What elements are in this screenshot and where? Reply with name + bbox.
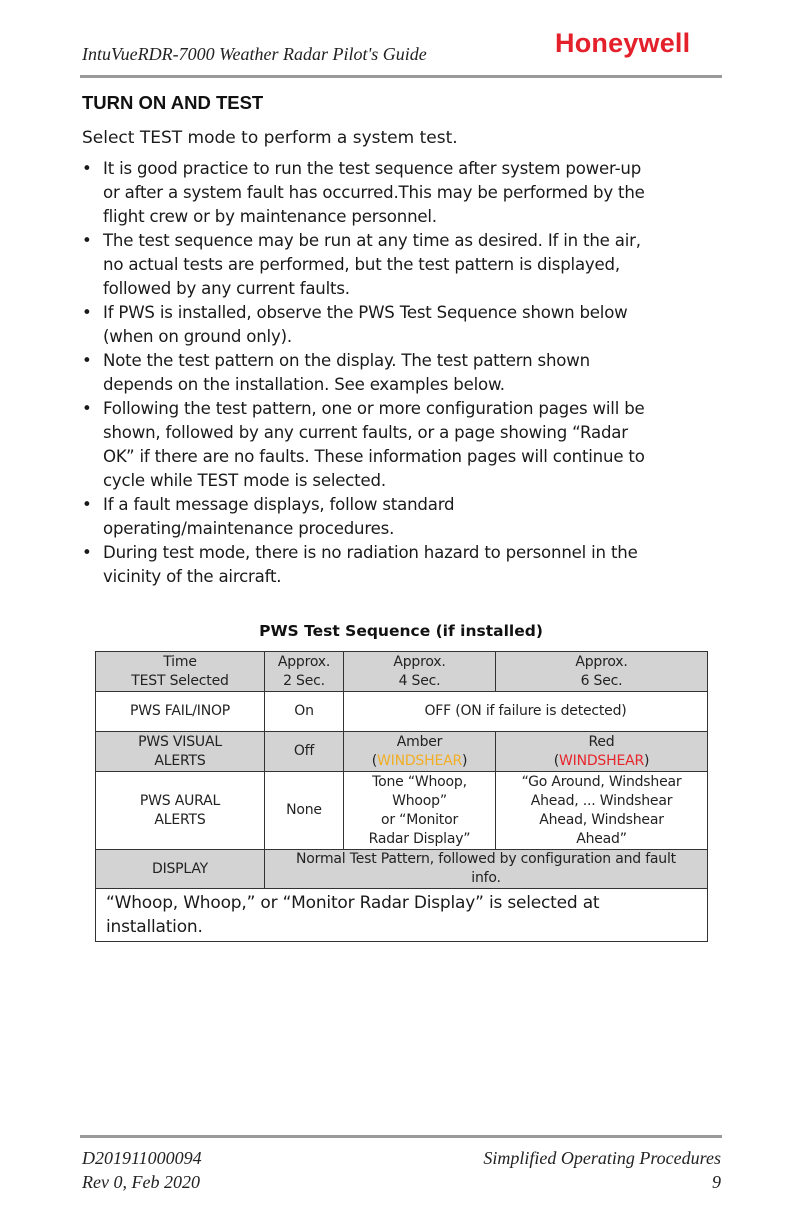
row-label: DISPLAY	[96, 850, 265, 889]
table-row-fail-inop	[96, 692, 708, 732]
table-cell: On	[265, 692, 344, 732]
page-number: 9	[712, 1172, 721, 1192]
cell-line: ALERTS	[154, 752, 206, 769]
table-note-row	[96, 889, 708, 942]
table-cell	[344, 772, 496, 850]
cell-line: “Go Around, Windshear	[521, 773, 682, 790]
table-row-aural-alerts	[96, 772, 708, 850]
paren: )	[644, 752, 650, 769]
row-label: PWS FAIL/INOP	[96, 692, 265, 732]
table-cell: OFF (ON if failure is detected)	[344, 692, 708, 732]
bullet-line: vicinity of the aircraft.	[103, 567, 282, 586]
cell-line: TEST Selected	[131, 672, 229, 689]
bullet-line: depends on the installation. See examples below.	[103, 375, 505, 394]
cell-line: or “Monitor	[380, 811, 459, 828]
bullet-line: cycle while TEST mode is selected.	[103, 471, 386, 490]
cell-line: Ahead, Windshear	[539, 811, 664, 828]
doc-number: D201911000094	[82, 1148, 202, 1168]
cell-line: 4 Sec.	[398, 672, 441, 689]
intro-paragraph: Select TEST mode to perform a system test.	[82, 128, 458, 148]
table-cell	[496, 772, 708, 850]
cell-line: Radar Display”	[368, 830, 471, 847]
table-caption: PWS Test Sequence (if installed)	[259, 622, 543, 640]
cell-line: ALERTS	[154, 811, 206, 828]
footer-left	[82, 1146, 202, 1194]
cell-line: Time	[163, 653, 197, 670]
footer-right	[483, 1146, 721, 1194]
bullet-line: shown, followed by any current faults, or a page showing “Radar	[103, 423, 628, 442]
note-line: installation.	[106, 917, 203, 937]
bullet-line: During test mode, there is no radiation hazard to personnel in the	[103, 543, 638, 562]
bullet-line: followed by any current faults.	[103, 279, 350, 298]
cell-line: Whoop”	[392, 792, 447, 809]
bullet-icon: •	[82, 303, 92, 322]
bullet-list	[80, 157, 722, 589]
cell-line: Red	[588, 733, 615, 750]
bullet-line: It is good practice to run the test sequence after system power-up	[103, 159, 642, 178]
table-cell	[496, 732, 708, 772]
header-rule	[80, 75, 722, 78]
bullet-line: If PWS is installed, observe the PWS Test Sequence shown below	[103, 303, 628, 322]
table-row-visual-alerts	[96, 732, 708, 772]
bullet-item	[80, 229, 722, 301]
honeywell-logo: Honeywell	[555, 28, 691, 58]
bullet-line: no actual tests are performed, but the test pattern is displayed,	[103, 255, 620, 274]
section-heading: TURN ON AND TEST	[82, 92, 264, 113]
bullet-line: or after a system fault has occurred.This may be performed by the	[103, 183, 645, 202]
table-cell: None	[265, 772, 344, 850]
cell-line: Approx.	[277, 653, 331, 670]
header-cell-time	[96, 652, 265, 692]
bullet-line: If a fault message displays, follow standard	[103, 495, 455, 514]
cell-line: Amber	[396, 733, 443, 750]
bullet-item	[80, 397, 722, 493]
bullet-item	[80, 301, 722, 349]
table-note	[96, 889, 708, 942]
cell-line: Approx.	[393, 653, 446, 670]
bullet-line: OK” if there are no faults. These information pages will continue to	[103, 447, 645, 466]
bullet-item	[80, 157, 722, 229]
paren: )	[462, 752, 468, 769]
table-header-row	[96, 652, 708, 692]
bullet-line: The test sequence may be run at any time as desired. If in the air,	[103, 231, 641, 250]
chapter-title: Simplified Operating Procedures	[483, 1148, 721, 1168]
cell-line: PWS VISUAL	[138, 733, 222, 750]
table-row-display	[96, 850, 708, 889]
bullet-item	[80, 541, 722, 589]
table-cell	[265, 850, 708, 889]
bullet-icon: •	[82, 399, 92, 418]
cell-line: PWS AURAL	[139, 792, 221, 809]
header-cell-2sec	[265, 652, 344, 692]
table-cell	[344, 732, 496, 772]
bullet-icon: •	[82, 159, 92, 178]
bullet-item	[80, 493, 722, 541]
footer-rule	[80, 1135, 722, 1138]
pws-test-sequence-table	[95, 651, 708, 942]
cell-line: Normal Test Pattern, followed by configuration and fault	[296, 851, 676, 867]
bullet-line: Note the test pattern on the display. The test pattern shown	[103, 351, 590, 370]
revision: Rev 0, Feb 2020	[82, 1172, 200, 1192]
table-cell: Off	[265, 732, 344, 772]
cell-line: Ahead”	[576, 830, 627, 847]
cell-line: Approx.	[575, 653, 628, 670]
bullet-line: (when on ground only).	[103, 327, 292, 346]
bullet-icon: •	[82, 543, 92, 562]
cell-line: info.	[471, 870, 501, 886]
bullet-icon: •	[82, 231, 92, 250]
header-cell-6sec	[496, 652, 708, 692]
row-label	[96, 732, 265, 772]
bullet-icon: •	[82, 351, 92, 370]
cell-line: Ahead, ... Windshear	[530, 792, 673, 809]
bullet-line: flight crew or by maintenance personnel.	[103, 207, 437, 226]
bullet-line: Following the test pattern, one or more configuration pages will be	[103, 399, 645, 418]
paren: (	[371, 752, 377, 769]
paren: (	[553, 752, 559, 769]
cell-line: 6 Sec.	[580, 672, 623, 689]
cell-line: Tone “Whoop,	[372, 773, 467, 790]
running-header-title: IntuVueRDR-7000 Weather Radar Pilot's Guide	[82, 44, 427, 64]
note-line: “Whoop, Whoop,” or “Monitor Radar Display” is selected at	[106, 893, 600, 913]
bullet-item	[80, 349, 722, 397]
header-cell-4sec	[344, 652, 496, 692]
bullet-icon: •	[82, 495, 92, 514]
row-label	[96, 772, 265, 850]
bullet-line: operating/maintenance procedures.	[103, 519, 395, 538]
cell-line: 2 Sec.	[283, 672, 325, 689]
red-windshear-label: WINDSHEAR	[559, 752, 644, 769]
amber-windshear-label: WINDSHEAR	[377, 752, 462, 769]
